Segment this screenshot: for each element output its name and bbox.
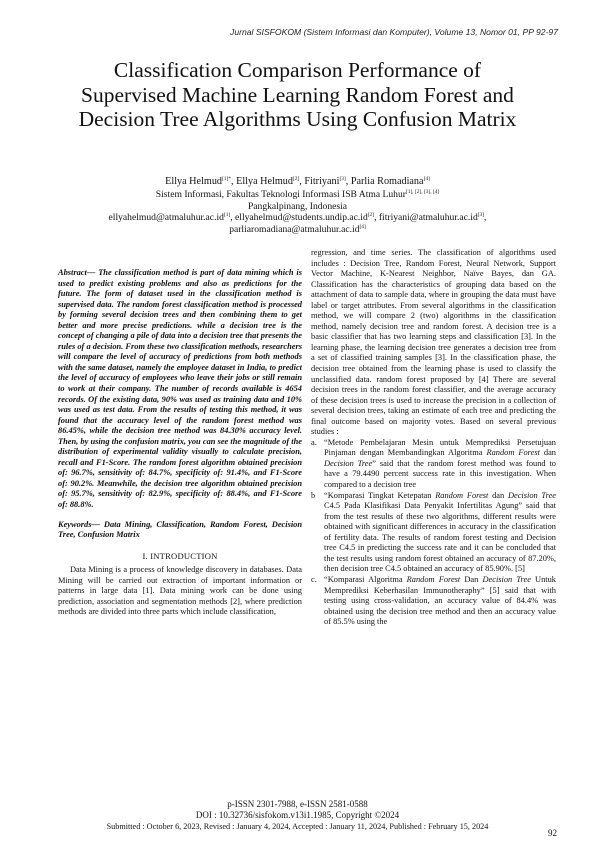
section-heading-introduction: I. INTRODUCTION <box>142 550 218 561</box>
affiliation-text: Sistem Informasi, Fakultas Teknologi Informasi ISB Atma Luhur <box>155 189 406 201</box>
doi-line[interactable]: DOI : 10.32736/sisfokom.v13i1.1985, Copyright ©2024 <box>195 810 400 821</box>
author-emails: ellyahelmud@atmaluhur.ac.id[1], ellyahelmud@students.undip.ac.id[2], fitriyani@atmaluhur.ac.id[3], <box>108 212 487 224</box>
study-italic: Random Forest <box>486 448 540 458</box>
author-name: Fitriyani <box>304 176 340 187</box>
study-italic: Random Forest <box>435 490 489 500</box>
study-text: “Komparasi Algoritma <box>324 574 407 584</box>
journal-header: Jurnal SISFOKOM (Sistem Informasi dan Komputer), Volume 13, Nomor 01, PP 92-97 <box>230 27 558 37</box>
author-name: Parlia Romadiana <box>350 176 424 187</box>
study-italic: Decision Tree <box>507 490 557 500</box>
email-sup: [2] <box>367 212 375 219</box>
list-marker: b <box>311 490 316 500</box>
right-column <box>311 248 556 628</box>
author-sup: [3] <box>339 176 346 182</box>
author-email[interactable]: fitriyani@atmaluhur.ac.id <box>378 212 478 224</box>
email-sup: [1] <box>223 212 231 219</box>
study-text: “Komparasi Tingkat Ketepatan <box>324 490 436 500</box>
title-line: Classification Comparison Performance of <box>113 58 482 82</box>
email-sup: [4] <box>359 223 366 230</box>
author-sup: [4] <box>423 176 430 182</box>
keywords: Keywords— Data Mining, Classification, Random Forest, Decision Tree, Confusion Matrix <box>58 519 303 540</box>
left-column <box>58 268 302 618</box>
author-email[interactable]: parliaromadiana@atmaluhur.ac.id <box>229 223 360 235</box>
list-item <box>311 575 556 628</box>
location: Pangkalpinang, Indonesia <box>247 200 348 212</box>
abstract-text: The classification method is part of data mining which is used to predict existing problems and also as predictions for the future. The form of dataset used in the classification method is supervised data. The random forest classification method is processed by forming several decision trees and then combining them to get better and more precise predictions. while a decision tree is the concept of changing a pile of data into a decision tree that presents the rules of a decision. From these two classification methods, researchers will compare the level of accuracy of predictions from both methods with the same dataset, namely the employee dataset in India, to predict the level of accuracy of employees who leave their jobs or still remain to work at their company. The number of records available is 4654 records. Of the existing data, 90% was used as training data and 10% was used as test data. From the results of testing this method, it was found that the accuracy level of the random forest method was 86.45%, while the decision tree method was 84.30% accuracy level. Then, by using the confusion matrix, you can see the magnitude of the distribution of experimental validity visually to calculate precision, recall and F1-Score. The random forest algorithm obtained precision of: 96.7%, sensitivity of: 84.7%, specificity of: 91.4%, and F1-Score of: 90.2%. Meanwhile, the decision tree algorithm obtained precision of: 95.7%, sensitivity of: 82.9%, specificity of: 88.4%, and F1-Score of: 88.8%. <box>58 268 303 510</box>
intro-paragraph-continued: regression, and time series. The classification of algorithms used includes : Decision Tree, Random Forest, Neural Network, Support Vector Machine, K-Nearest Neighbor, Naïve Bayes, dan GA. Classification has the characteristics of grouping data based on the attachment of data to sample data, where in grouping the data must have label or target attributes. From several algorithms in the classification method, we will compare 2 (two) algorithms in the classification method, namely decision tree and random forest. A decision tree is a basic classifier that has two learning steps and classification [3]. In the learning phase, the learning decision tree generates a decision tree from a set of classified training samples [3]. In the classification phase, the decision tree obtained from the learning phase is used to classify the unclassified data. random forest proposed by [4] There are several decision trees in the random forest classifier, and the average accuracy of these decision trees is used to increase the precision in a collection of several decision trees, taking an estimate of each tree and predicting the final outcome based on majority votes. Based on several previous studies : <box>311 248 556 437</box>
keywords-label: Keywords <box>58 519 92 529</box>
study-italic: Decision Tree <box>324 458 373 468</box>
author-block <box>40 176 555 235</box>
issn-line: p-ISSN 2301-7988, e-ISSN 2581-0588 <box>227 799 368 809</box>
author-name: Ellya Helmud <box>236 176 293 187</box>
study-text: C4.5 Pada Klasifikasi Data Penyakit Infertilitas Agung” said that from the test results of these two algorithms, different results were obtained with significant differences in accuracy in the classification of fertility data. The results of random forest testing and Decision tree C4.5 in predicting the success rate and it can be concluded that the test results using random forest obtained an accuracy of 87.20%, then decision tree C4.5 obtained an accuracy of 85.90%. [5] <box>324 501 556 574</box>
affiliation <box>40 189 555 200</box>
study-text: ” said that the random forest method was found to have a 79.4490 percent success rate in this investigation. When compared to a decision tree <box>324 458 556 490</box>
page-footer <box>40 799 555 833</box>
author-sup: [1]* <box>222 176 231 182</box>
study-text: dan <box>539 448 556 458</box>
title-line: Supervised Machine Learning Random Forest and <box>81 82 514 107</box>
affiliation-sup: [1], [2], [3], [4] <box>405 189 440 196</box>
author-email[interactable]: ellyahelmud@students.undip.ac.id <box>235 212 368 224</box>
list-marker: c. <box>311 574 317 584</box>
abstract: Abstract— The classification method is part of data mining which is used to predict existing problems and also as predictions for the future. The form of dataset used in the classification method is supervised data. The random forest classification method is processed by forming several decision trees and then combining them to get better and more precise predictions. while a decision tree is the concept of changing a pile of data into a decision tree that presents the rules of a decision. From these two classification methods, researchers will compare the level of accuracy of predictions from both methods with the same dataset, namely the employee dataset in India, to predict the level of accuracy of employees who leave their jobs or still remain to work at their company. The number of records available is 4654 records. Of the existing data, 90% was used as training data and 10% was used as test data. From the results of testing this method, it was found that the accuracy level of the random forest method was 86.45%, while the decision tree method was 84.30% accuracy level. Then, by using the confusion matrix, you can see the magnitude of the distribution of experimental validity visually to calculate precision, recall and F1-Score. The random forest algorithm obtained precision of: 96.7%, sensitivity of: 84.7%, specificity of: 91.4%, and F1-Score of: 90.2%. Meanwhile, the decision tree algorithm obtained precision of: 95.7%, sensitivity of: 82.9%, specificity of: 88.4%, and F1-Score of: 88.8%. <box>58 268 303 510</box>
study-text: dan <box>488 490 508 500</box>
study-text: “Metode Pembelajaran Mesin untuk Memprediksi Persetujuan Pinjaman dengan Membandingkan Algoritma <box>324 437 556 458</box>
submission-dates: Submitted : October 6, 2023, Revised : January 4, 2024, Accepted : January 11, 2024, Published : February 15, 2024 <box>106 822 489 832</box>
previous-studies-list <box>311 438 556 628</box>
paper-title <box>40 58 555 132</box>
list-item <box>311 438 556 491</box>
author-names: Ellya Helmud$^{[1]*}$, Ellya Helmud[2], Fitriyani[3], Parlia Romadiana[4] <box>165 176 430 187</box>
email-sup: [3] <box>477 212 485 219</box>
list-marker: a. <box>311 437 317 447</box>
keywords-text: Data Mining, Classification, Random Forest, Decision Tree, Confusion Matrix <box>58 519 303 540</box>
study-text: Dan <box>460 574 483 584</box>
study-italic: Random Forest <box>406 574 461 584</box>
list-item <box>311 491 556 575</box>
study-italic: Decision Tree <box>482 574 531 584</box>
author-sup: [2] <box>292 176 300 182</box>
author-email[interactable]: ellyahelmud@atmaluhur.ac.id <box>108 212 224 224</box>
title-line: Decision Tree Algorithms Using Confusion Matrix <box>78 107 517 131</box>
intro-paragraph: Data Mining is a process of knowledge discovery in databases. Data Mining will be carried out extraction of important information or patterns in large data [1]. Data mining work can be done using prediction, association and segmentation methods [2], where prediction methods are divided into three parts which include classification, <box>58 565 302 617</box>
page-number: 92 <box>548 828 557 838</box>
author-emails-line2 <box>40 224 555 235</box>
study-text: Untuk Memprediksi Keberhasilan Immunotheraphy” [5] said that with testing using cross-validation, an accuracy value of 84.4% was obtained using the decision tree method and then an accuracy value of 85.5% using the <box>324 574 556 627</box>
abstract-label: Abstract <box>58 268 87 277</box>
author-name: Ellya Helmud <box>165 176 223 187</box>
